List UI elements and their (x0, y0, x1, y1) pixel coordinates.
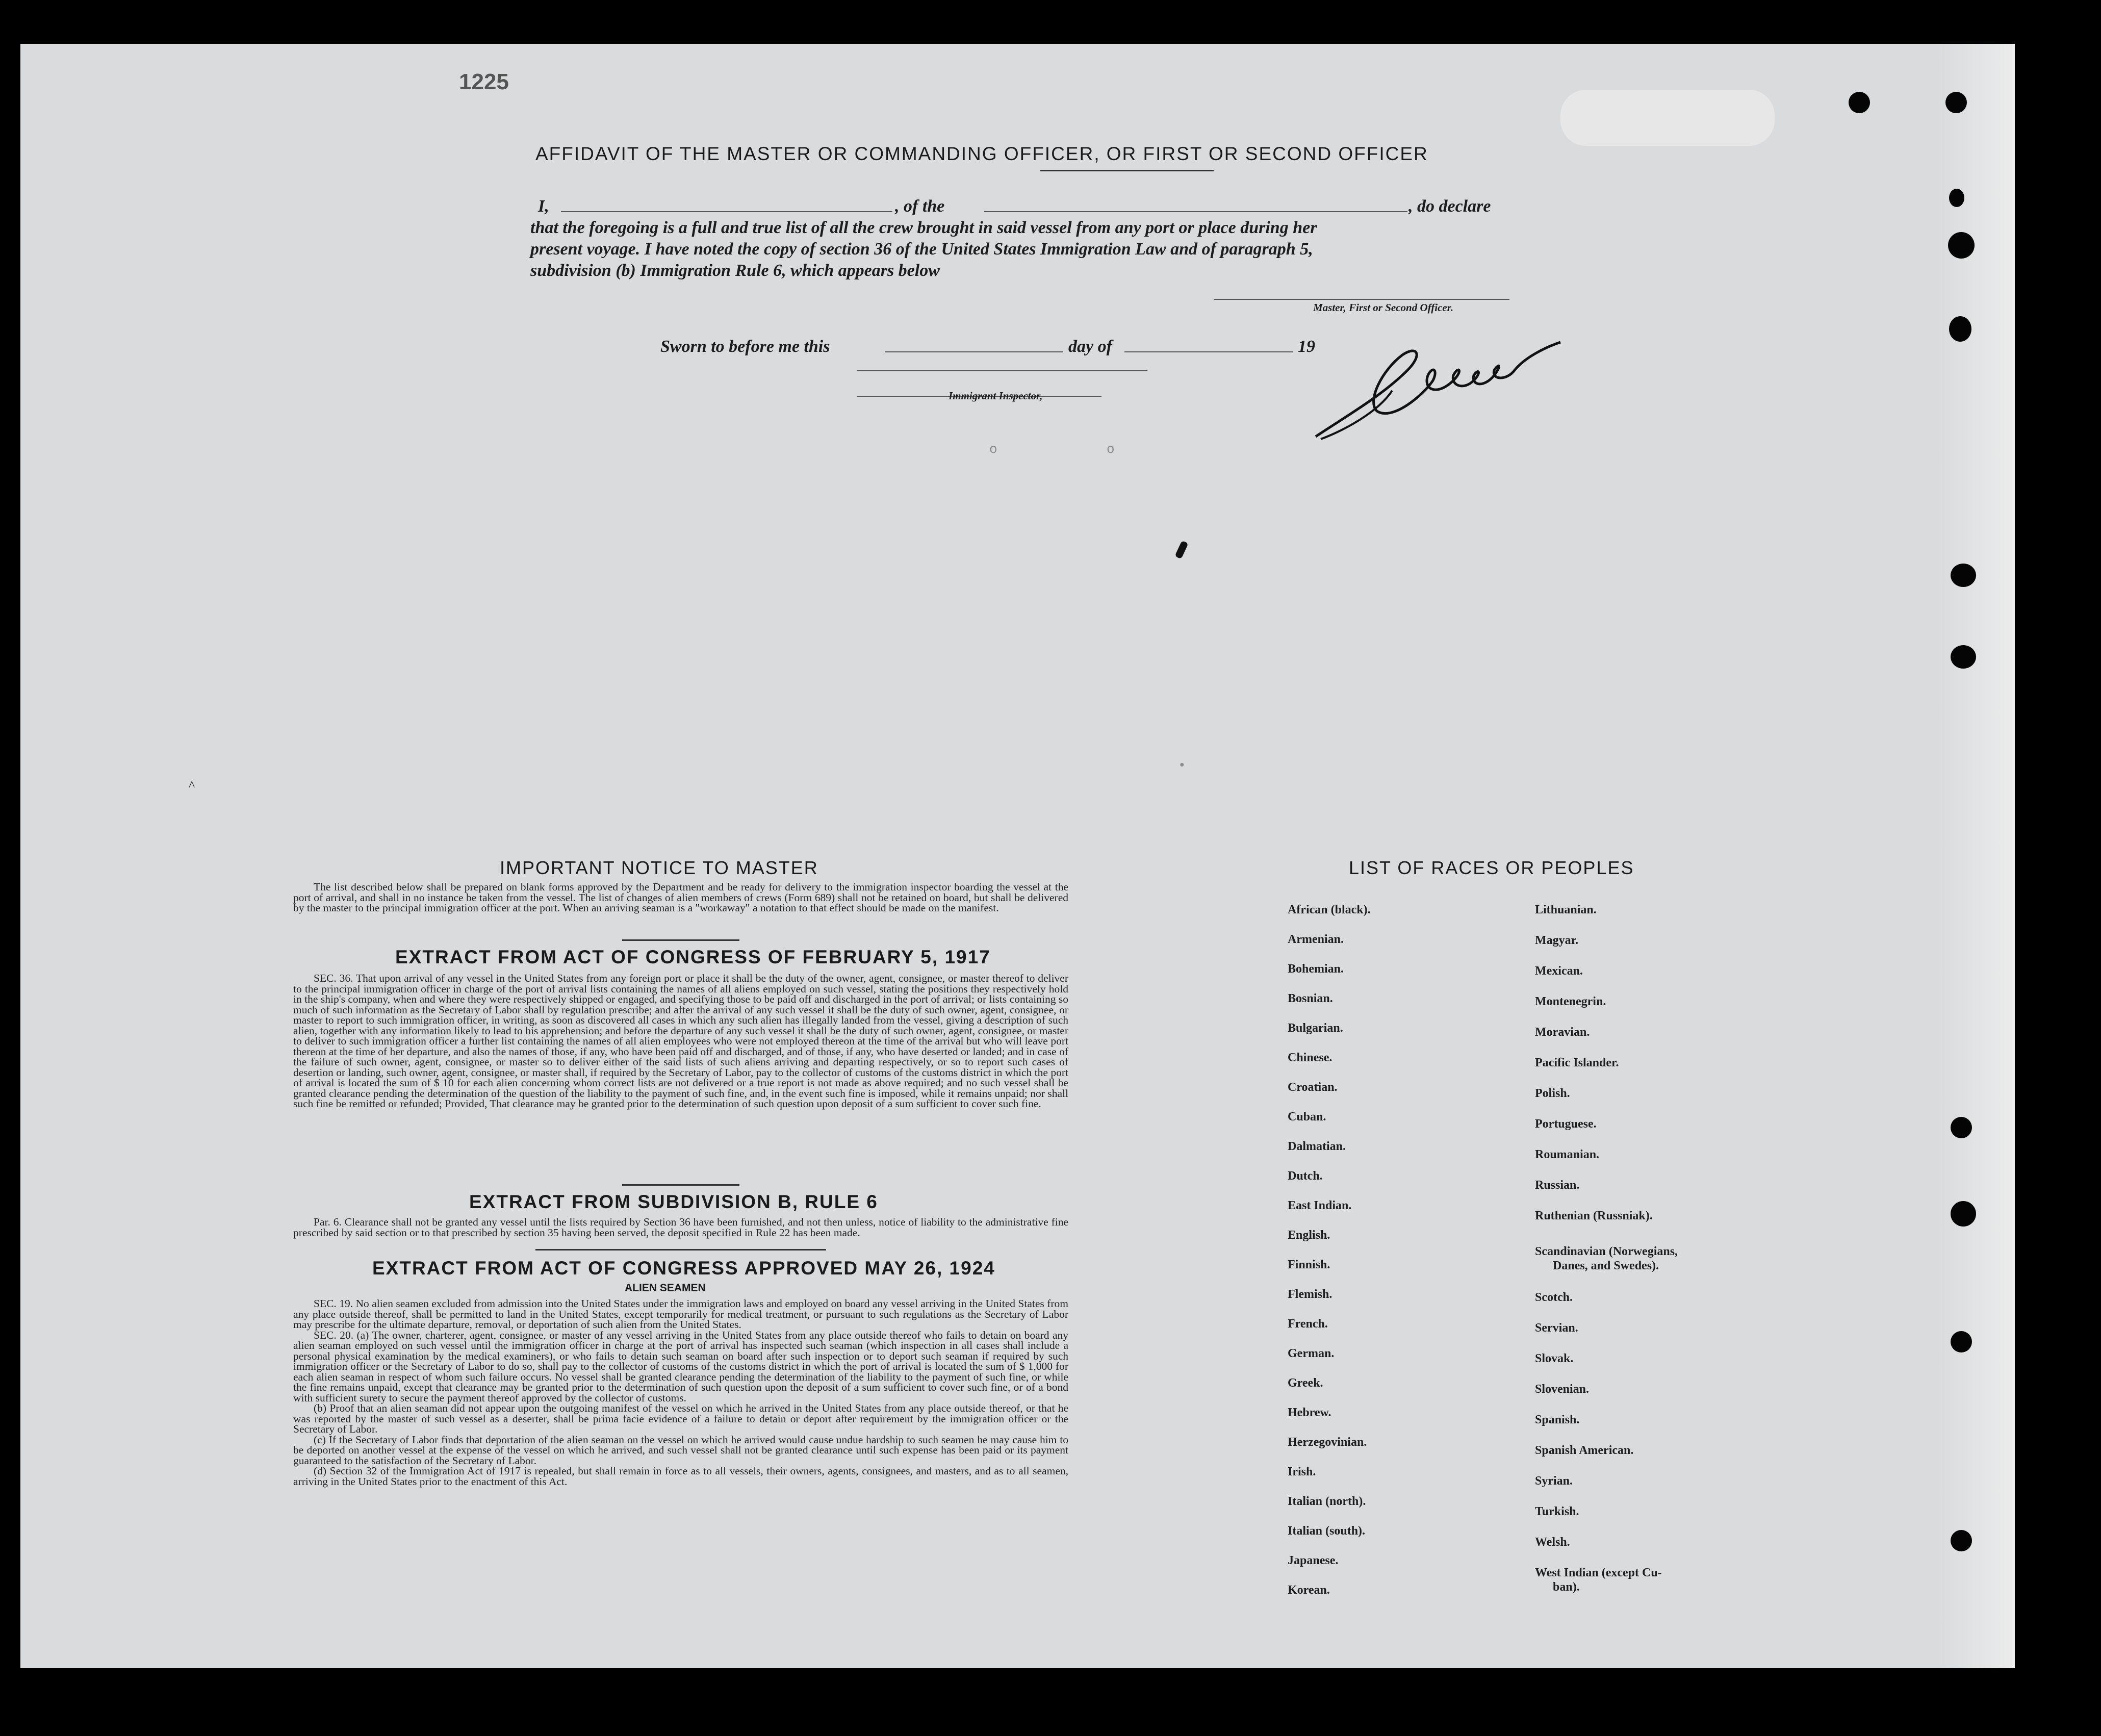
race-item: Magyar. (1535, 934, 1579, 947)
handwritten-signature (1305, 299, 1571, 452)
race-item: German. (1288, 1347, 1335, 1360)
race-item: Syrian. (1535, 1474, 1573, 1488)
race-item: Ruthenian (Russniak). (1535, 1209, 1653, 1222)
race-item: Hebrew. (1288, 1406, 1331, 1419)
sec20b-text: (b) Proof that an alien seaman did not appear upon the outgoing manifest of the vessel on which he arrived in the United States from any place outside thereof, or that he was reported by the master of such vessel as a deserter, shall be prima facie evidence of a failure to detain or deport after requirement by the immigration officer or the Secretary of Labor. (293, 1402, 1068, 1435)
punch-hole (1951, 1117, 1972, 1138)
race-item: Welsh. (1535, 1536, 1570, 1549)
race-item: Italian (south). (1288, 1524, 1366, 1538)
race-item: Italian (north). (1288, 1495, 1366, 1508)
race-item: Herzegovinian. (1288, 1436, 1367, 1449)
race-item: Scandinavian (Norwegians, (1535, 1245, 1678, 1258)
race-item: Danes, and Swedes). (1553, 1259, 1659, 1272)
race-item: Dutch. (1288, 1169, 1323, 1183)
small-mark: ^ (189, 778, 195, 793)
race-item: African (black). (1288, 903, 1371, 916)
race-item: Slovak. (1535, 1352, 1574, 1365)
sec20c-text: (c) If the Secretary of Labor finds that deportation of the alien seaman on the vessel on which he arrived would cause undue hardship to such seamen he may cause him to be deported on another vessel at the expense of the vessel on which he arrived, and such vessel shall not be granted clearance until such expense has been paid or its payment guaranteed to the satisfaction of the Secretary of Labor. (293, 1433, 1068, 1467)
race-item: Bohemian. (1288, 962, 1344, 976)
affidavit-of-the: , of the (895, 197, 945, 216)
race-item: ban). (1553, 1580, 1580, 1594)
race-item: Polish. (1535, 1087, 1570, 1100)
affidavit-line3: present voyage. I have noted the copy of section 36 of the United States Immigration Law and of paragraph 5, (530, 240, 1313, 259)
punch-hole (1949, 316, 1971, 342)
title-underline (1040, 170, 1214, 171)
punch-hole (1951, 1530, 1972, 1551)
punch-hole (1951, 1201, 1976, 1227)
race-item: Bosnian. (1288, 992, 1333, 1005)
affidavit-title: AFFIDAVIT OF THE MASTER OR COMMANDING OFFICER, OR FIRST OR SECOND OFFICER (535, 143, 1428, 164)
rule6-title: EXTRACT FROM SUBDIVISION B, RULE 6 (469, 1191, 878, 1212)
notice-title: IMPORTANT NOTICE TO MASTER (500, 857, 818, 878)
race-item: Finnish. (1288, 1258, 1330, 1271)
notice-text: The list described below shall be prepared on blank forms approved by the Department and be ready for delivery to the immigration inspector boarding the vessel at the port of arrival, and shall in no instance be taken from the vessel. The list of changes of alien members of crews (Form 689) shall not be retained on board, but shall be delivered by the master to the principal immigration officer at the port. When an arriving seaman is a "workaway" a notation to that effect should be made on the manifest. (293, 881, 1068, 914)
inspector-line (857, 370, 1147, 371)
sec20a-text: SEC. 20. (a) The owner, charterer, agent, consignee, or master of any vessel arriving in the United States from any place outside thereof who fails to detain on board any alien seaman employed on such vessel until the immigration officer in charge at the port of arrival has inspected such seaman (which inspection in all cases shall include a personal physical examination by the medical examiners), or who fails to detain such seaman on board after such inspection or to deport such seaman if required by such immigration officer or the Secretary of Labor to do so, shall pay to the collector of customs of the customs district in which the port of arrival is located the sum of $ 1,000 for each alien seaman in respect of whom such failure occurs. No vessel shall be granted clearance pending the determination of the liability to the payment of such fine, or while the fine remains unpaid, except that clearance may be granted prior to the determination of such question upon the deposit of a sum sufficient to cover such fine, or of a bond with sufficient surety to secure the payment thereof approved by the collector of customs. (293, 1329, 1068, 1404)
day-of: day of (1068, 337, 1112, 356)
ink-spot (1174, 541, 1188, 559)
affidavit-i: I, (538, 197, 549, 216)
alien-seamen-subtitle: ALIEN SEAMEN (625, 1282, 706, 1294)
corner-mark: 1225 (459, 69, 509, 94)
race-item: Irish. (1288, 1465, 1316, 1478)
race-item: East Indian. (1288, 1199, 1352, 1212)
year-prefix: 19 (1298, 337, 1315, 356)
day-blank (885, 351, 1063, 352)
sec20d-text: (d) Section 32 of the Immigration Act of 1917 is repealed, but shall remain in force as to all vessels, their owners, agents, consignees, and masters, and as to all seamen, arriving in the United States prior to the enactment of this Act. (293, 1465, 1068, 1488)
document-page (20, 44, 2015, 1668)
sworn-text: Sworn to before me this (660, 337, 830, 356)
race-item: Servian. (1535, 1321, 1578, 1335)
faint-stamp (1560, 90, 1775, 146)
bleed-through-mark: o (989, 442, 997, 457)
bleed-through-mark: • (1178, 758, 1186, 773)
page-fold-shading (1938, 44, 2012, 1668)
race-item: English. (1288, 1229, 1330, 1242)
extract-1924-title: EXTRACT FROM ACT OF CONGRESS APPROVED MAY 26, 1924 (372, 1258, 995, 1279)
race-item: Croatian. (1288, 1081, 1338, 1094)
race-item: Dalmatian. (1288, 1140, 1346, 1153)
month-blank (1124, 351, 1293, 352)
punch-hole (1949, 189, 1964, 207)
punch-hole (1948, 232, 1975, 259)
race-item: Slovenian. (1535, 1383, 1590, 1396)
race-item: Spanish. (1535, 1413, 1580, 1426)
races-title: LIST OF RACES OR PEOPLES (1349, 857, 1634, 878)
name-blank (561, 211, 892, 212)
affidavit-declare: , do declare (1408, 197, 1491, 216)
race-item: Mexican. (1535, 964, 1583, 978)
extract-1924-text (293, 1298, 1068, 1487)
extract-1917-title: EXTRACT FROM ACT OF CONGRESS OF FEBRUARY 5, 1917 (395, 947, 991, 967)
race-item: Greek. (1288, 1376, 1323, 1390)
race-item: French. (1288, 1317, 1328, 1331)
master-caption: Master, First or Second Officer. (1313, 301, 1453, 314)
divider (622, 1184, 739, 1186)
race-item: West Indian (except Cu- (1535, 1566, 1662, 1579)
race-item: Lithuanian. (1535, 903, 1597, 916)
sec19-text: SEC. 19. No alien seamen excluded from admission into the United States under the immigration laws and employed on board any vessel arriving in the United States from any place outside thereof, shall be permitted to land in the United States, except temporarily for medical treatment, or pursuant to such regulations as the Secretary of Labor may prescribe for the ultimate departure, removal, or deportation of such alien from the United States. (293, 1297, 1068, 1331)
rule6-text: Par. 6. Clearance shall not be granted any vessel until the lists required by Section 36 have been furnished, and not then unless, notice of liability to the administrative fine prescribed by said section or to that prescribed by section 35 having been served, the deposit specified in Rule 22 has been made. (293, 1216, 1068, 1239)
extract-1917-text: SEC. 36. That upon arrival of any vessel in the United States from any foreign port or place it shall be the duty of the owner, agent, consignee, or master thereof to deliver to the principal immigration officer in charge of the port of arrival lists containing the names of all aliens employed on such vessel, stating the positions they respectively hold in the ship's company, when and where they were respectively shipped or engaged, and specifying those to be paid off and discharged in the port of arrival; or lists containing so much of such information as the Secretary of Labor shall by regulation prescribe; and after the arrival of any such vessel it shall be the duty of such owner, agent, consignee, or master to report to such immigration officer, in writing, as soon as discovered all cases in which any such alien has illegally landed from the vessel, giving a description of such alien, together with any information likely to lead to his apprehension; and before the departure of any such vessel it shall be the duty of such owner, agent, consignee, or master to deliver to such immigration officer a further list containing the names of all alien employees who were not employed thereon at the time of the arrival but who will leave port thereon at the time of her departure, and also the names of those, if any, who have been paid off and discharged, and of those, if any, who have deserted or landed; and in case of the failure of such owner, agent, consignee, or master so to deliver either of the said lists of such aliens arriving and departing respectively, or so to report such cases of desertion or landing, such owner, agent, consignee, or master shall, if required by the Secretary of Labor, pay to the collector of customs of the customs district in which the port of arrival is located the sum of $ 10 for each alien concerning whom correct lists are not delivered or a true report is not made as above required; and no such vessel shall be granted clearance pending the determination of the question of the liability to the payment of such fine, and, in the event such fine is imposed, while it remains unpaid; nor shall such fine be remitted or refunded; Provided, That clearance may be granted prior to the determination of such question upon deposit of a sum sufficient to cover such fine. (293, 972, 1068, 1110)
race-item: Flemish. (1288, 1288, 1333, 1301)
race-item: Cuban. (1288, 1110, 1326, 1124)
inspector-caption: Immigrant Inspector, (949, 390, 1043, 402)
punch-hole (1951, 645, 1976, 669)
race-item: Japanese. (1288, 1554, 1339, 1567)
race-item: Moravian. (1535, 1026, 1590, 1039)
race-item: Korean. (1288, 1584, 1330, 1597)
race-item: Russian. (1535, 1179, 1580, 1192)
race-item: Pacific Islander. (1535, 1056, 1619, 1069)
race-item: Armenian. (1288, 933, 1344, 946)
race-item: Spanish American. (1535, 1444, 1634, 1457)
race-item: Bulgarian. (1288, 1022, 1343, 1035)
race-item: Portuguese. (1535, 1117, 1597, 1131)
race-item: Roumanian. (1535, 1148, 1600, 1161)
race-item: Scotch. (1535, 1291, 1573, 1304)
race-item: Montenegrin. (1535, 995, 1606, 1008)
punch-hole (1951, 1331, 1972, 1352)
affidavit-line4: subdivision (b) Immigration Rule 6, which appears below (530, 261, 940, 280)
punch-hole (1951, 564, 1976, 587)
affidavit-line2: that the foregoing is a full and true list of all the crew brought in said vessel from any port or place during her (530, 218, 1317, 237)
punch-hole (1945, 92, 1967, 113)
race-item: Turkish. (1535, 1505, 1579, 1518)
punch-hole (1849, 92, 1870, 113)
divider (535, 1249, 826, 1250)
divider (622, 939, 739, 941)
race-item: Chinese. (1288, 1051, 1333, 1064)
vessel-blank (984, 211, 1407, 212)
bleed-through-mark: o (1107, 442, 1115, 457)
